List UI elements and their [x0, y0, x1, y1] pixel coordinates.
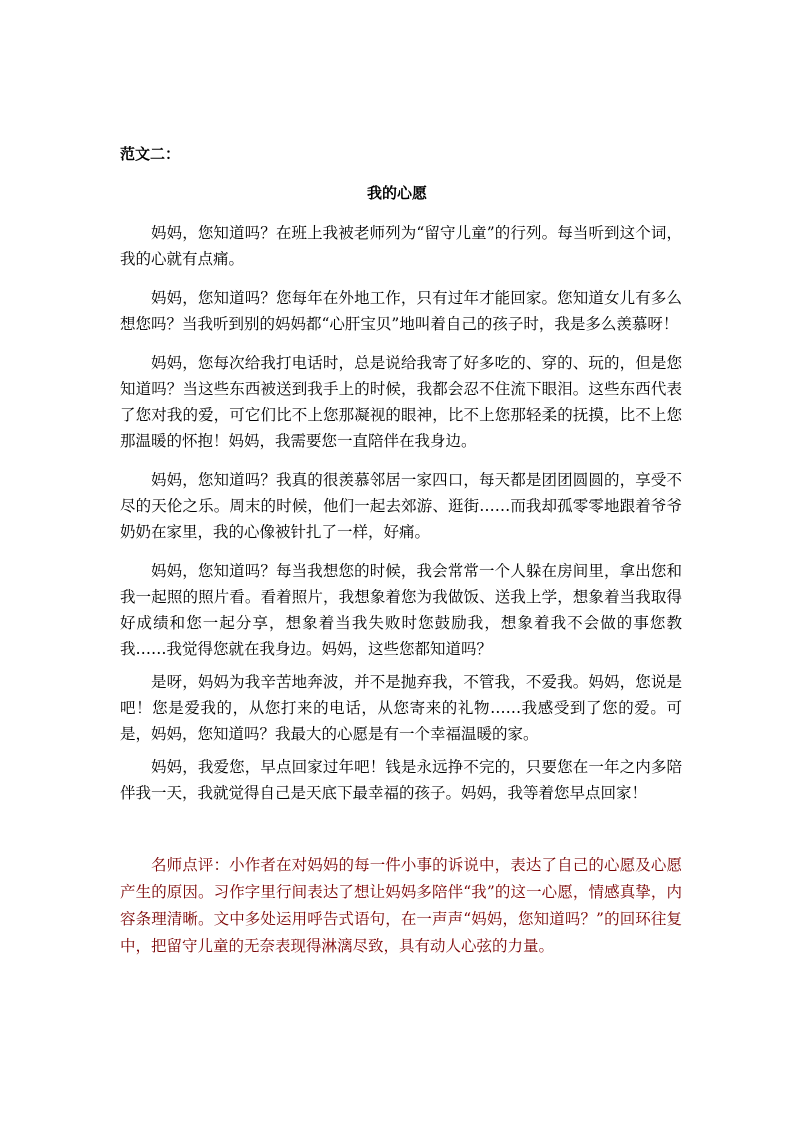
essay-paragraph: 妈妈，您知道吗？在班上我被老师列为“留守儿童”的行列。每当听到这个词，我的心就有点痛。	[120, 224, 682, 268]
teacher-comment: 名师点评：小作者在对妈妈的每一件小事的诉说中，表达了自己的心愿及心愿产生的原因。习作字里行间表达了想让妈妈多陪伴“我”的这一心愿，情感真挚，内容条理清晰。文中多处运用呼告式语句，在一声声“妈妈，您知道吗？”的回环往复中，把留守儿童的无奈表现得淋漓尽致，具有动人心弦的力量。	[120, 856, 682, 955]
essay-paragraph: 妈妈，您每次给我打电话时，总是说给我寄了好多吃的、穿的、玩的，但是您知道吗？当这些东西被送到我手上的时候，我都会忍不住流下眼泪。这些东西代表了您对我的爱，可它们比不上您那凝视的眼神，比不上您那轻柔的抚摸，比不上您那温暖的怀抱！妈妈，我需要您一直陪伴在我身边。	[120, 354, 682, 450]
essay-paragraph: 妈妈，您知道吗？我真的很羡慕邻居一家四口，每天都是团团圆圆的，享受不尽的天伦之乐。周末的时候，他们一起去郊游、逛街……而我却孤零零地跟着爷爷奶奶在家里，我的心像被针扎了一样，好痛。	[120, 471, 682, 541]
essay-paragraph: 是呀，妈妈为我辛苦地奔波，并不是抛弃我，不管我，不爱我。妈妈，您说是吧！您是爱我的，从您打来的电话，从您寄来的礼物……我感受到了您的爱。可是，妈妈，您知道吗？我最大的心愿是有一个幸福温暖的家。	[120, 673, 682, 743]
section-label: 范文二：	[120, 145, 181, 163]
essay-title: 我的心愿	[366, 184, 427, 202]
essay-paragraph: 妈妈，您知道吗？您每年在外地工作，只有过年才能回家。您知道女儿有多么想您吗？当我听到别的妈妈都“心肝宝贝”地叫着自己的孩子时，我是多么羡慕呀！	[120, 289, 682, 333]
essay-paragraph: 妈妈，您知道吗？每当我想您的时候，我会常常一个人躲在房间里，拿出您和我一起照的照片看。看着照片，我想象着您为我做饭、送我上学，想象着当我取得好成绩和您一起分享，想象着当我失败时您鼓励我，想象着我不会做的事您教我……我觉得您就在我身边。妈妈，这些您都知道吗？	[120, 562, 682, 658]
essay-body	[120, 220, 682, 819]
essay-paragraph: 妈妈，我爱您，早点回家过年吧！钱是永远挣不完的，只要您在一年之内多陪伴我一天，我就觉得自己是天底下最幸福的孩子。妈妈，我等着您早点回家！	[120, 758, 682, 802]
